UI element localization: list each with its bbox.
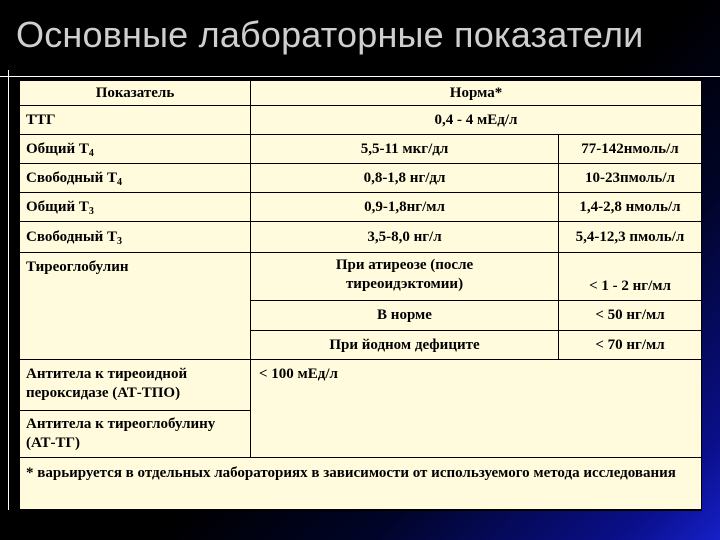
- row-t4-total-norm-mass: 5,5-11 мкг/дл: [250, 134, 559, 164]
- row-thyroglobulin-condition-normal: В норме: [250, 300, 559, 331]
- row-thyroglobulin-value-athyreosis: < 1 - 2 нг/мл: [558, 252, 702, 301]
- row-thyroglobulin-name: Тиреоглобулин: [19, 252, 251, 360]
- table-footnote: * варьируется в отдельных лабораториях в зависимости от используемого метода исследования: [19, 457, 702, 510]
- decorative-vertical-line: [8, 70, 9, 510]
- header-norm: Норма*: [250, 80, 702, 106]
- row-thyroglobulin-condition-athyreosis: При атиреозе (после тиреоидэктомии): [250, 252, 559, 301]
- row-t4-free-name: Свободный $Т_4$: [19, 163, 251, 193]
- row-ttg-name: ТТГ: [19, 105, 251, 135]
- slide-title: Основные лабораторные показатели: [16, 14, 644, 55]
- row-t4-free-norm-molar: 10-23пмоль/л: [558, 163, 702, 193]
- row-t3-total-norm-molar: 1,4-2,8 нмоль/л: [558, 192, 702, 222]
- lab-values-table: [18, 79, 702, 511]
- row-t4-free-norm-mass: 0,8-1,8 нг/дл: [250, 163, 559, 193]
- row-thyroglobulin-condition-iodine-deficiency: При йодном дефиците: [250, 330, 559, 360]
- row-antibodies-norm: < 100 мЕд/л: [250, 359, 702, 458]
- decorative-horizontal-line: [0, 76, 720, 77]
- row-thyroglobulin-value-iodine-deficiency: < 70 нг/мл: [558, 330, 702, 360]
- row-t3-free-name: Свободный $Т_3$: [19, 221, 251, 253]
- row-t3-free-norm-mass: 3,5-8,0 нг/л: [250, 221, 559, 253]
- header-indicator: Показатель: [19, 80, 251, 106]
- row-t3-free-norm-molar: 5,4-12,3 пмоль/л: [558, 221, 702, 253]
- row-at-tpo-name: Антитела к тиреоидной пероксидазе (АТ-ТПО): [19, 359, 251, 411]
- row-t3-total-name: Общий $Т_3$: [19, 192, 251, 222]
- row-thyroglobulin-value-normal: < 50 нг/мл: [558, 300, 702, 331]
- row-at-tg-name: Антитела к тиреоглобулину (АТ-ТГ): [19, 410, 251, 458]
- row-ttg-norm: 0,4 - 4 мЕд/л: [250, 105, 702, 135]
- row-t4-total-name: Общий $Т_4$: [19, 134, 251, 164]
- row-t4-total-norm-molar: 77-142нмоль/л: [558, 134, 702, 164]
- row-t3-total-norm-mass: 0,9-1,8нг/мл: [250, 192, 559, 222]
